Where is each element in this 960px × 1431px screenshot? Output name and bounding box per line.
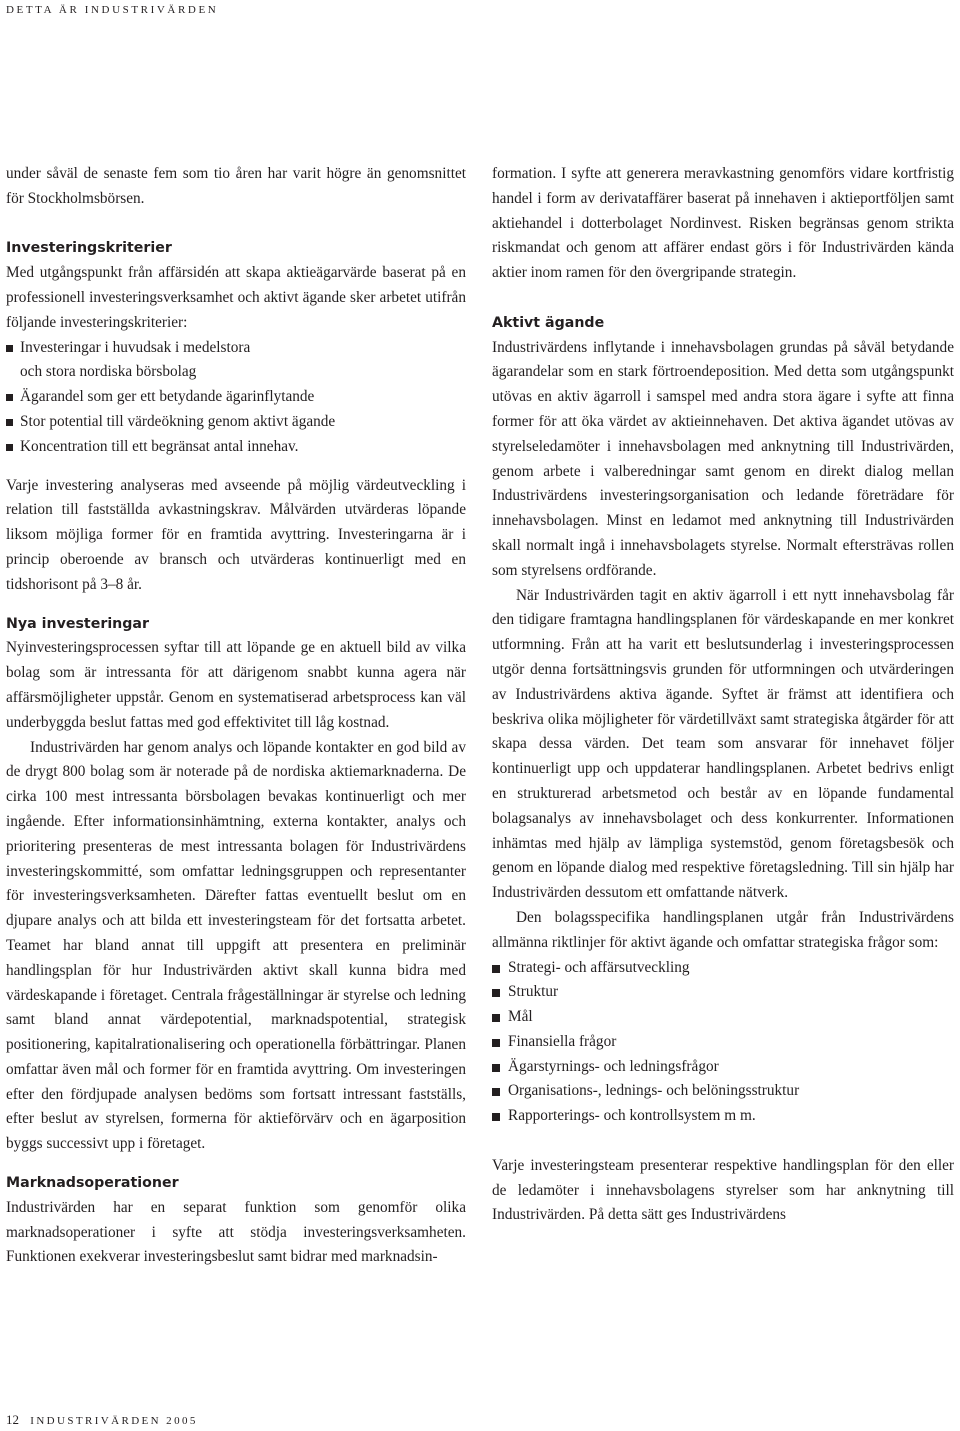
nya-paragraph-2: Industrivärden har genom analys och löpande kontakter en god bild av de drygt 800 bolag som är noterade på de nordiska aktiemarknaderna. De cirka 100 mest intressanta börsbolagen bevakas kontinuerligt och mer ingående. Efter informationsinhämtning, externa kontakter, analys och prioritering presenteras de mest intressanta bolagen för Industrivärdens investeringskommitté, som omfattar ledningsgruppen och representanter för investeringsverksamheten. Därefter fattas eventuellt beslut om en djupare analys och att bilda ett investeringsteam för det fortsatta arbetet. Teamet har bland annat till uppgift att presentera en preliminär handlingsplan för hur Industrivärden aktivt skall kunna bidra med värdeskapande i företaget. Centrala frågeställningar är styrelse och ledning samt bland annat värdepotential, marknadspotential, strategisk positionering, kapitalrationalisering och operationella förbättringar. Planen omfattar även mål och former för en framtida avyttring. Om investeringen efter den fördjupade analysen bedöms som fortsatt intressant fastställs, efter beslut av styrelsen, formerna för aktieförvärv och en ägarposition byggs successivt upp i företaget. xyxy=(6,738,466,1153)
list-item-text: Mål xyxy=(508,1008,533,1026)
bullet-square-icon xyxy=(492,1113,500,1121)
aktivt-paragraph-1: Industrivärdens inflytande i innehavsbolagen grundas på såväl betydande ägarandelar som en stark förtroendeposition. Med detta som utgångspunkt utövas en aktiv ägarroll i samspel med andra stora ägare i syfte att finna former för att öka värdet av aktieinnehaven. Det aktiva ägandet utövas av styrelseledamöter i innehavsbolagen med anknytning till Industrivärden, genom arbete i valberedningar samt genom en direkt dialog mellan Industrivärdens investeringsorganisation och ledande företrädare för innehavsbolagen. Minst en ledamot med anknytning till Industrivärden skall normalt ingå i innehavsbolagets styrelse. Normalt eftersträvas rollen som styrelsens ordförande. xyxy=(492,338,954,579)
list-item xyxy=(492,1079,954,1104)
aktivt-paragraph-3: Den bolagsspecifika handlingsplanen utgår från Industrivärdens allmänna riktlinjer för aktivt ägande och omfattar strategiska frågor som: xyxy=(492,908,954,951)
page-number: 12 xyxy=(6,1412,19,1427)
bullet-square-icon xyxy=(492,1088,500,1096)
strategiska-fragor-list xyxy=(492,956,954,1130)
left-column xyxy=(6,162,466,1270)
list-item xyxy=(492,956,954,981)
heading-nya-investeringar: Nya investeringar xyxy=(6,615,150,632)
list-item xyxy=(492,1005,954,1030)
list-item-text: Koncentration till ett begränsat antal innehav. xyxy=(20,437,299,455)
analys-paragraph: Varje investering analyseras med avseende på möjlig värdeutveckling i relation till fastställda avkastningskrav. Målvärden utvärderas löpande liksom möjliga former för en framtida avyttring. Investeringarna är i princip oberoende av bransch och utvärderas kontinuerligt med en tidshorisont på 3–8 år. xyxy=(6,476,466,593)
kriterier-paragraph: Med utgångspunkt från affärsidén att skapa aktieägarvärde baserat på en professionell investeringsverksamhet och aktivt ägande sker arbetet utifrån följande investeringskriterier: xyxy=(6,264,466,331)
heading-aktivt-agande: Aktivt ägande xyxy=(492,314,605,331)
list-item xyxy=(6,410,466,435)
list-item-continuation: och stora nordiska börsbolag xyxy=(20,363,197,381)
list-item-text: Strategi- och affärsutveckling xyxy=(508,958,690,976)
bullet-square-icon xyxy=(6,444,13,451)
intro-paragraph: under såväl de senaste fem som tio åren har varit högre än genomsnittet för Stockholmsbörsen. xyxy=(6,165,466,207)
bullet-square-icon xyxy=(6,345,13,352)
publication-title: INDUSTRIVÄRDEN 2005 xyxy=(30,1415,198,1427)
list-item-text: Ägarstyrnings- och ledningsfrågor xyxy=(508,1057,719,1075)
list-item xyxy=(6,336,466,386)
list-item-text: Rapporterings- och kontrollsystem m m. xyxy=(508,1107,756,1125)
team-paragraph: Varje investeringsteam presenterar respektive handlingsplan för den eller de ledamöter i innehavsbolagens styrelser som har anknytning till Industrivärden. På detta sätt ges Industrivärdens xyxy=(492,1156,954,1224)
bullet-square-icon xyxy=(492,965,500,973)
list-item xyxy=(492,1030,954,1055)
right-column xyxy=(492,162,954,1228)
list-item xyxy=(492,1104,954,1129)
bullet-square-icon xyxy=(492,989,500,997)
list-item xyxy=(6,435,466,460)
marknad-paragraph: Industrivärden har en separat funktion som genomför olika marknadsoperationer i syfte att stödja investeringsverksamheten. Funktionen exekverar investeringsbeslut samt bidrar med marknadsin- xyxy=(6,1198,466,1266)
bullet-square-icon xyxy=(6,394,13,401)
bullet-square-icon xyxy=(6,419,13,426)
bullet-square-icon xyxy=(492,1064,500,1072)
page-footer xyxy=(6,1412,198,1428)
list-item-text: Organisations-, lednings- och belöningsstruktur xyxy=(508,1082,800,1100)
list-item-text: Stor potential till värdeökning genom aktivt ägande xyxy=(20,412,336,430)
running-header: DETTA ÄR INDUSTRIVÄRDEN xyxy=(6,4,219,16)
formation-paragraph: formation. I syfte att generera meravkastning genomförs vidare kortfristig handel i form av derivataffärer baserat på innehaven i aktieportföljen samt aktiehandel i dotterbolaget Nordinvest. Risken begränsas genom strikta riskmandat och genom att affärer endast görs i för Industrivärden kända aktier inom ramen för den övergripande strategin. xyxy=(492,165,954,282)
list-item xyxy=(492,1055,954,1080)
kriterier-list xyxy=(6,336,466,460)
bullet-square-icon xyxy=(492,1014,500,1022)
nya-paragraph-1: Nyinvesteringsprocessen syftar till att löpande ge en aktuell bild av vilka bolag som är intressanta för att därigenom snabbt kunna agera när affärsmöjligheter uppstår. Genom en systematiserad arbetsprocess kan väl underbyggda beslut fattas med god effektivitet till låg kostnad. xyxy=(6,639,466,731)
list-item-text: Finansiella frågor xyxy=(508,1032,617,1050)
list-item-text: Investeringar i huvudsak i medelstora xyxy=(20,338,251,356)
list-item-text: Ägarandel som ger ett betydande ägarinflytande xyxy=(20,388,315,406)
heading-marknadsoperationer: Marknadsoperationer xyxy=(6,1175,179,1192)
bullet-square-icon xyxy=(492,1039,500,1047)
list-item xyxy=(492,980,954,1005)
aktivt-paragraph-2: När Industrivärden tagit en aktiv ägarroll i ett nytt innehavsbolag får den tidigare framtagna handlingsplanen för värdeskapande en mer konkret utformning. Från att ha varit ett beslutsunderlag i investeringsprocessen utgör denna fortsättningsvis grunden för utformningen och utvärderingen av Industrivärdens aktiva ägande. Syftet är främst att identifiera och beskriva olika möjligheter för värdetillväxt samt strategiska åtgärder för att skapa dessa värden. Det team som ansvarar för innehavet följer kontinuerligt upp och uppdaterar handlingsplanen. Arbetet bedrivs enligt en strukturerad arbetsmetod och består av en löpande fundamental bolagsanalys av innehavsbolaget och dess konkurrenter. Informationen inhämtas med hjälp av lämpliga systemstöd, genom företagsbesök och genom en löpande dialog med respektive företagsledning. Till sin hjälp har Industrivärden dessutom ett omfattande nätverk. xyxy=(492,586,954,902)
heading-investeringskriterier: Investeringskriterier xyxy=(6,240,172,257)
list-item-text: Struktur xyxy=(508,983,559,1001)
list-item xyxy=(6,385,466,410)
